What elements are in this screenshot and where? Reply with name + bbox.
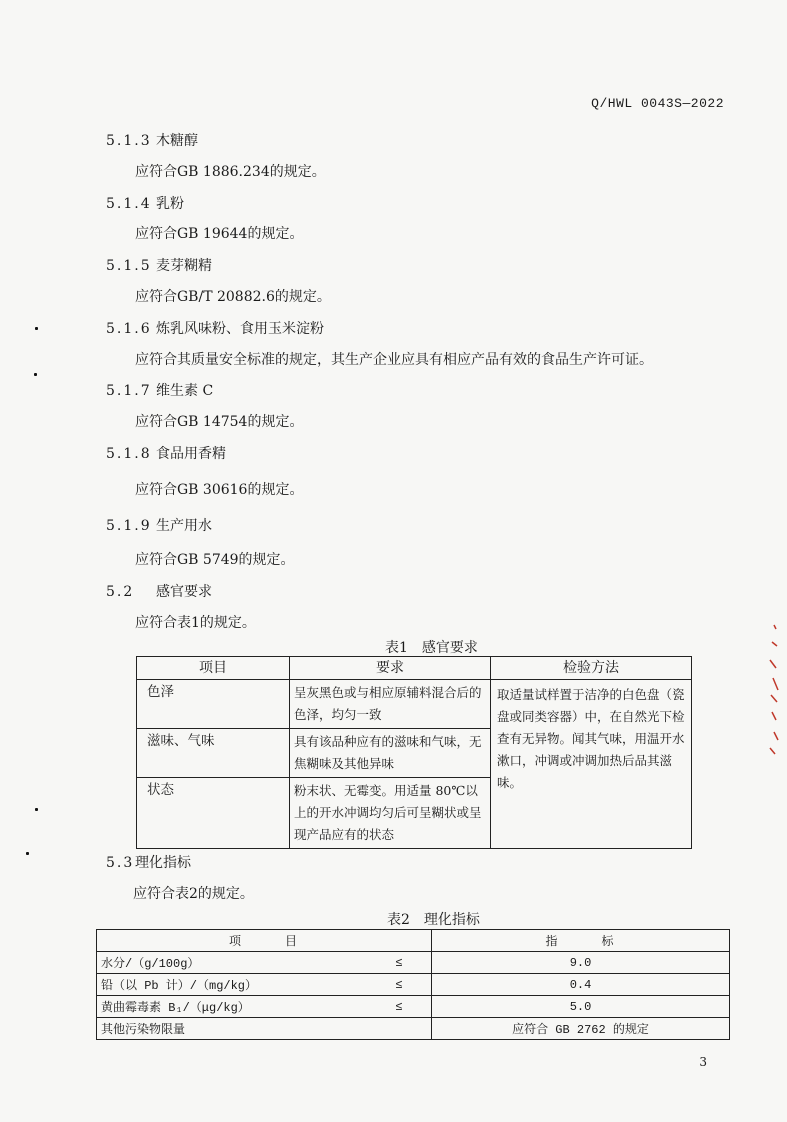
- table-cell-name: 其他污染物限量: [97, 1018, 368, 1040]
- section-number: 5.1.3: [106, 133, 152, 149]
- scan-mark: [26, 852, 29, 855]
- table2-caption: 表2 理化指标: [387, 912, 480, 928]
- table-cell-comparator: [367, 1018, 432, 1040]
- section-heading: [106, 193, 184, 213]
- section-title: 理化指标: [135, 855, 191, 871]
- table-cell-requirement: 具有该品种应有的滋味和气味，无焦糊味及其他异味: [290, 729, 491, 778]
- section-title: 感官要求: [156, 584, 212, 600]
- page-number: 3: [699, 1055, 707, 1069]
- section-text: 应符合表1的规定。: [135, 615, 256, 631]
- section-title: 维生素 C: [156, 383, 214, 399]
- section-text: 应符合GB 5749的规定。: [135, 552, 295, 568]
- table-cell-comparator: ≤: [367, 974, 432, 996]
- table-row: [97, 974, 730, 996]
- section-number: 5.3: [106, 855, 135, 871]
- table-cell-comparator: ≤: [367, 996, 432, 1018]
- table-row: [137, 680, 692, 729]
- section-title: 麦芽糊精: [156, 258, 212, 274]
- section-title: 生产用水: [156, 518, 212, 534]
- section-heading: [106, 852, 191, 872]
- table-header-row: [137, 657, 692, 680]
- table-cell-requirement: 粉末状、无霉变。用适量 80℃以上的开水冲调均匀后可呈糊状或呈现产品应有的状态: [290, 778, 491, 849]
- table-cell-item: 状态: [137, 778, 290, 849]
- table-header-cell: 要求: [290, 657, 491, 680]
- section-title: 木糖醇: [156, 133, 198, 149]
- table-header-cell: 指 标: [432, 930, 730, 952]
- table-cell-item: 色泽: [137, 680, 290, 729]
- seal-edge-mark: [764, 620, 782, 760]
- section-number: 5.1.6: [106, 321, 152, 337]
- table-cell-value: 应符合 GB 2762 的规定: [432, 1018, 730, 1040]
- section-number: 5.1.7: [106, 383, 152, 399]
- table-cell-item: 滋味、气味: [137, 729, 290, 778]
- table-cell-value: 0.4: [432, 974, 730, 996]
- section-title: 食品用香精: [156, 446, 226, 462]
- scan-mark: [35, 808, 38, 811]
- section-heading: [106, 515, 212, 535]
- table-row: [97, 952, 730, 974]
- table-cell-name: 铅（以 Pb 计）/（mg/kg）: [97, 974, 368, 996]
- physicochemical-table: [96, 929, 730, 1040]
- table-cell-value: 5.0: [432, 996, 730, 1018]
- table-header-cell: 项 目: [97, 930, 432, 952]
- section-text: 应符合GB 30616的规定。: [135, 482, 304, 498]
- table-cell-name: 水分/（g/100g）: [97, 952, 368, 974]
- section-title: 炼乳风味粉、食用玉米淀粉: [156, 321, 324, 337]
- table-header-cell: 检验方法: [491, 657, 692, 680]
- section-number: 5.1.8: [106, 446, 152, 462]
- section-heading: [106, 443, 226, 463]
- table-cell-comparator: ≤: [367, 952, 432, 974]
- table-header-cell: 项目: [137, 657, 290, 680]
- section-heading: [106, 581, 212, 601]
- section-number: 5.1.4: [106, 196, 152, 212]
- section-heading: [106, 130, 198, 150]
- section-number: 5.1.5: [106, 258, 152, 274]
- table1-caption: 表1 感官要求: [385, 640, 478, 656]
- section-heading: [106, 255, 212, 275]
- section-number: 5.1.9: [106, 518, 152, 534]
- table-header-row: [97, 930, 730, 952]
- scan-mark: [35, 327, 38, 330]
- section-number: 5.2: [106, 584, 135, 600]
- scan-mark: [34, 373, 37, 376]
- table-cell-name: 黄曲霉毒素 B₁/（μg/kg）: [97, 996, 368, 1018]
- section-text: 应符合GB 19644的规定。: [135, 226, 304, 242]
- section-heading: [106, 380, 213, 400]
- table-row: [97, 996, 730, 1018]
- section-text: 应符合其质量安全标准的规定，其生产企业应具有相应产品有效的食品生产许可证。: [135, 352, 653, 368]
- sensory-requirements-table: [136, 656, 692, 849]
- section-text: 应符合GB 14754的规定。: [135, 414, 304, 430]
- table-cell-value: 9.0: [432, 952, 730, 974]
- section-title: 乳粉: [156, 196, 184, 212]
- table-row: [97, 1018, 730, 1040]
- table-cell-method: 取适量试样置于洁净的白色盘（瓷盘或同类容器）中，在自然光下检查有无异物。闻其气味，用温开水漱口，冲调或冲调加热后品其滋味。: [491, 680, 692, 849]
- section-heading: [106, 318, 324, 338]
- section-text: 应符合GB 1886.234的规定。: [135, 164, 326, 180]
- section-text: 应符合表2的规定。: [133, 886, 254, 902]
- section-text: 应符合GB/T 20882.6的规定。: [135, 289, 331, 305]
- table-cell-requirement: 呈灰黑色或与相应原辅料混合后的色泽，均匀一致: [290, 680, 491, 729]
- document-code: Q/HWL 0043S—2022: [591, 96, 724, 111]
